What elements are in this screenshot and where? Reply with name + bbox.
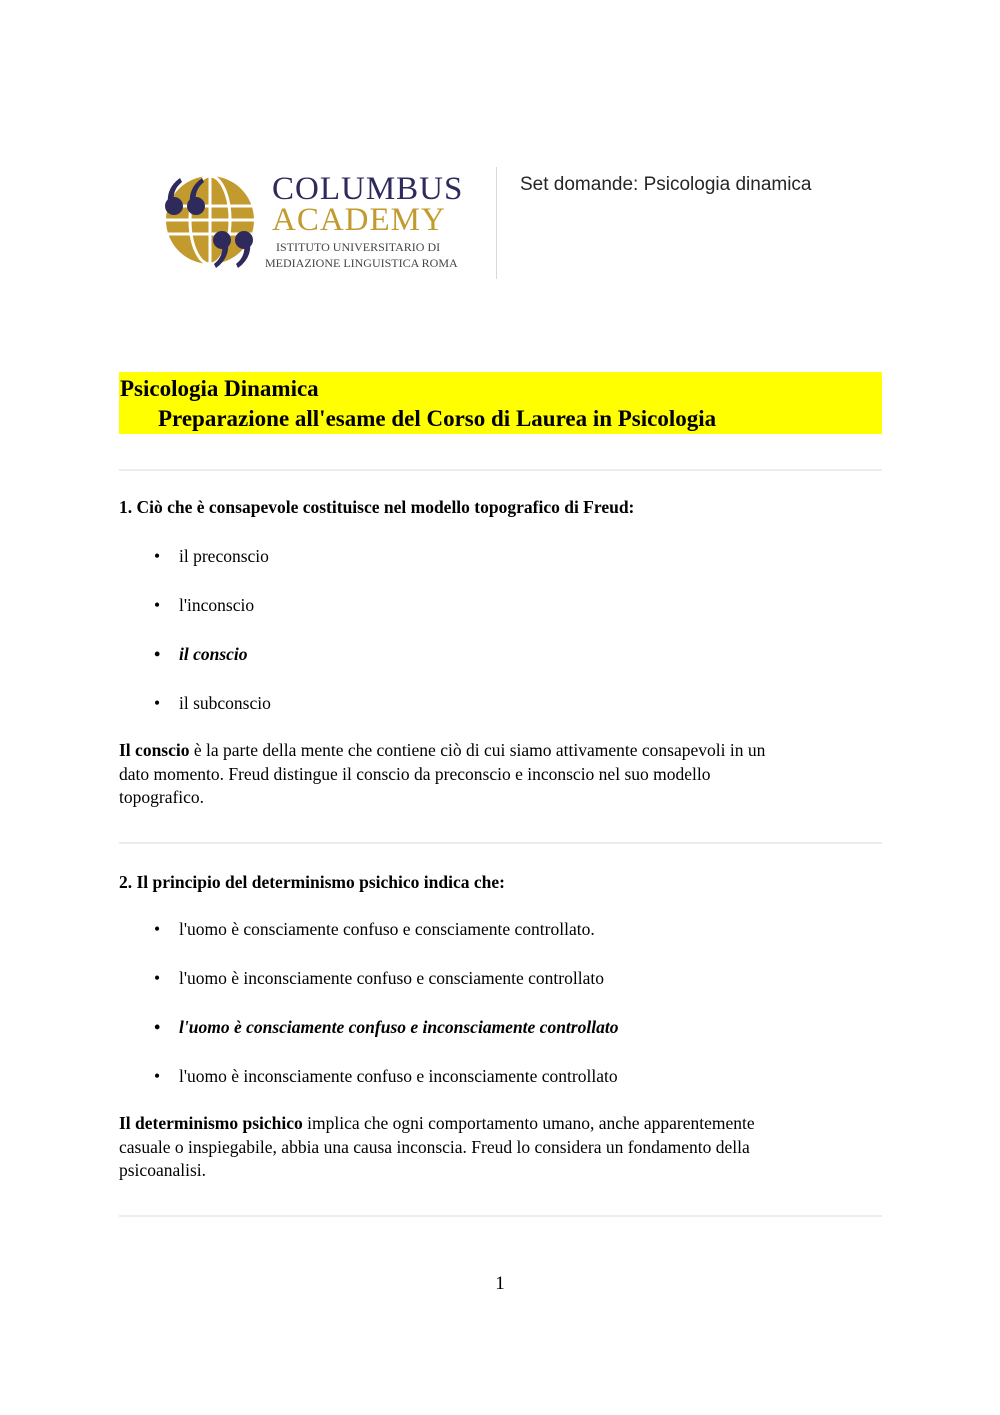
logo-subtitle-line1: ISTITUTO UNIVERSITARIO DI — [276, 240, 441, 254]
question-1-explanation: Il conscio è la parte della mente che contiene ciò di cui siamo attivamente consapevoli in un dato momento. Freud distingue il conscio da preconscio e inconscio nel suo modello topografico. — [119, 740, 766, 807]
set-title: Set domande: Psicologia dinamica — [520, 174, 812, 195]
divider — [119, 842, 882, 844]
divider — [119, 469, 882, 471]
question-2-option-c-correct: • l'uomo è consciamente confuso e inconsciamente controllato — [154, 1017, 619, 1037]
logo-subtitle-line2: MEDIAZIONE LINGUISTICA ROMA — [265, 256, 458, 270]
page-number: 1 — [495, 1273, 505, 1294]
question-1-option-c-correct: • il conscio — [154, 644, 248, 664]
question-2-option-a: • l'uomo è consciamente confuso e consciamente controllato. — [154, 919, 595, 939]
logo-name-line2: ACADEMY — [272, 202, 446, 238]
page-title: Psicologia Dinamica — [120, 376, 319, 401]
logo-name-line1: COLUMBUS — [272, 171, 464, 207]
question-2-option-d: • l'uomo è inconsciamente confuso e inconsciamente controllato — [154, 1066, 618, 1086]
page-subtitle: Preparazione all'esame del Corso di Laurea in Psicologia — [158, 406, 717, 431]
header-divider — [496, 167, 497, 279]
divider — [119, 1215, 882, 1217]
question-2-explanation: Il determinismo psichico implica che ogni comportamento umano, anche apparentemente casuale o inspiegabile, abbia una causa inconscia. Freud lo considera un fondamento della psicoanalisi. — [119, 1113, 755, 1180]
question-2-option-b: • l'uomo è inconsciamente confuso e consciamente controllato — [154, 968, 604, 988]
question-1-option-b: • l'inconscio — [154, 595, 255, 615]
question-2-text: 2. Il principio del determinismo psichico indica che: — [119, 872, 505, 892]
question-1-option-a: • il preconscio — [154, 546, 269, 566]
question-1-text: 1. Ciò che è consapevole costituisce nel modello topografico di Freud: — [119, 497, 635, 517]
logo-globe-icon — [158, 170, 258, 270]
question-1-option-d: • il subconscio — [154, 693, 271, 713]
